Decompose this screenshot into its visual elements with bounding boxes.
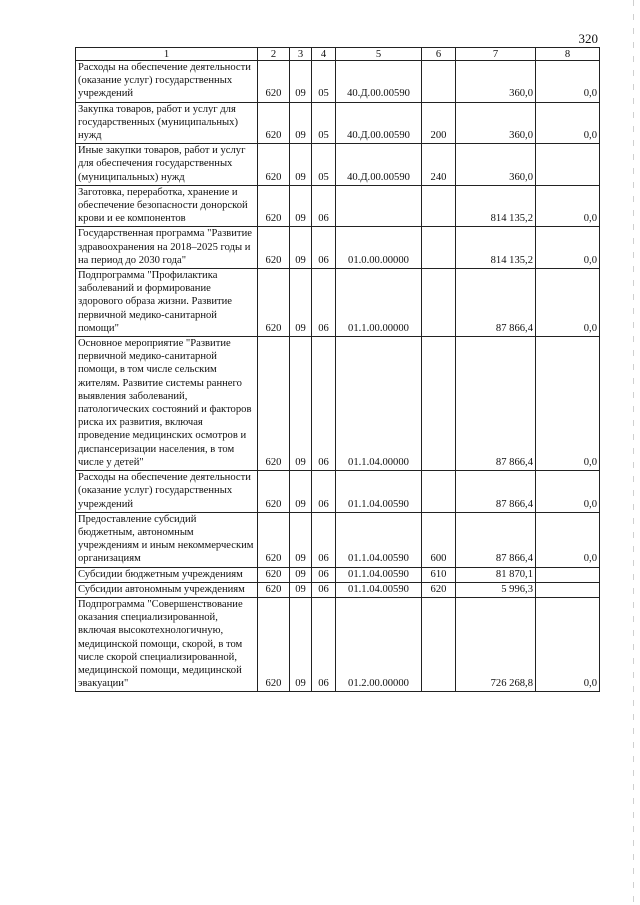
cell-subsection-code: 05 [312,144,336,186]
cell-amount: 81 870,1 [456,567,536,582]
budget-table [75,47,600,692]
cell-subsection-code: 06 [312,269,336,337]
cell-subsection-code: 06 [312,597,336,691]
cell-expense-type [422,269,456,337]
cell-amount-2: 0,0 [536,337,600,471]
cell-section-code: 09 [290,512,312,567]
column-header: 7 [456,48,536,61]
cell-section-code: 09 [290,567,312,582]
cell-subsection-code: 06 [312,227,336,269]
cell-description: Расходы на обеспечение деятельности (оказание услуг) государственных учреждений [76,61,258,103]
cell-amount: 87 866,4 [456,337,536,471]
cell-subsection-code: 05 [312,61,336,103]
cell-ministry-code: 620 [258,337,290,471]
table-row [76,597,600,691]
scan-edge-artifact [633,0,634,905]
table-row [76,227,600,269]
header-row [76,48,600,61]
cell-subsection-code: 05 [312,102,336,144]
column-header: 3 [290,48,312,61]
table-row [76,102,600,144]
cell-subsection-code: 06 [312,471,336,513]
cell-target-article: 40.Д.00.00590 [336,144,422,186]
cell-expense-type [422,337,456,471]
cell-target-article: 01.1.04.00590 [336,582,422,597]
cell-amount-2: 0,0 [536,102,600,144]
table-row [76,582,600,597]
column-header: 5 [336,48,422,61]
cell-description: Субсидии бюджетным учреждениям [76,567,258,582]
cell-expense-type [422,61,456,103]
cell-ministry-code: 620 [258,512,290,567]
cell-ministry-code: 620 [258,567,290,582]
cell-description: Государственная программа "Развитие здравоохранения на 2018–2025 годы и на период до 2030 года" [76,227,258,269]
cell-ministry-code: 620 [258,185,290,227]
cell-amount-2 [536,582,600,597]
cell-description: Субсидии автономным учреждениям [76,582,258,597]
column-header: 8 [536,48,600,61]
table-row [76,61,600,103]
cell-ministry-code: 620 [258,597,290,691]
cell-amount-2: 0,0 [536,61,600,103]
cell-target-article: 01.1.04.00590 [336,471,422,513]
cell-target-article: 01.2.00.00000 [336,597,422,691]
cell-expense-type [422,471,456,513]
page-number: 320 [578,31,598,46]
cell-expense-type [422,227,456,269]
cell-subsection-code: 06 [312,582,336,597]
table-row [76,269,600,337]
table-row [76,185,600,227]
cell-section-code: 09 [290,227,312,269]
cell-amount: 360,0 [456,102,536,144]
table-row [76,512,600,567]
cell-ministry-code: 620 [258,144,290,186]
cell-ministry-code: 620 [258,471,290,513]
cell-ministry-code: 620 [258,102,290,144]
cell-target-article: 01.1.04.00590 [336,512,422,567]
column-header: 1 [76,48,258,61]
cell-subsection-code: 06 [312,567,336,582]
cell-description: Основное мероприятие "Развитие первичной медико-санитарной помощи, в том числе сельским жителям. Развитие системы раннего выявления заболеваний, патологических состояний и факторов риска их развития, включая проведение медицинских осмотров и диспансеризации населения, в том числе у детей" [76,337,258,471]
cell-section-code: 09 [290,144,312,186]
cell-amount-2 [536,144,600,186]
cell-target-article: 01.1.04.00590 [336,567,422,582]
cell-expense-type: 200 [422,102,456,144]
table-row [76,337,600,471]
cell-target-article: 01.1.04.00000 [336,337,422,471]
cell-amount: 726 268,8 [456,597,536,691]
cell-target-article: 40.Д.00.00590 [336,102,422,144]
cell-description: Подпрограмма "Профилактика заболеваний и формирование здорового образа жизни. Развитие первичной медико-санитарной помощи" [76,269,258,337]
cell-amount-2: 0,0 [536,597,600,691]
cell-ministry-code: 620 [258,227,290,269]
cell-description: Иные закупки товаров, работ и услуг для обеспечения государственных (муниципальных) нужд [76,144,258,186]
cell-section-code: 09 [290,185,312,227]
cell-section-code: 09 [290,102,312,144]
cell-expense-type: 600 [422,512,456,567]
cell-expense-type: 240 [422,144,456,186]
cell-ministry-code: 620 [258,582,290,597]
cell-amount-2: 0,0 [536,227,600,269]
table-row [76,567,600,582]
cell-target-article: 40.Д.00.00590 [336,61,422,103]
cell-amount-2: 0,0 [536,471,600,513]
cell-expense-type [422,597,456,691]
cell-expense-type [422,185,456,227]
table-row [76,471,600,513]
cell-description: Подпрограмма "Совершенствование оказания специализированной, включая высокотехнологичную, медицинской помощи, скорой, в том числе скорой специализированной, медицинской помощи, медицинской эвакуации" [76,597,258,691]
cell-description: Расходы на обеспечение деятельности (оказание услуг) государственных учреждений [76,471,258,513]
cell-expense-type: 610 [422,567,456,582]
cell-description: Закупка товаров, работ и услуг для государственных (муниципальных) нужд [76,102,258,144]
cell-target-article [336,185,422,227]
column-header: 2 [258,48,290,61]
table-body [76,61,600,692]
cell-ministry-code: 620 [258,61,290,103]
cell-amount: 814 135,2 [456,185,536,227]
cell-section-code: 09 [290,597,312,691]
cell-ministry-code: 620 [258,269,290,337]
cell-target-article: 01.1.00.00000 [336,269,422,337]
column-header: 6 [422,48,456,61]
cell-amount: 814 135,2 [456,227,536,269]
cell-amount: 87 866,4 [456,471,536,513]
cell-section-code: 09 [290,471,312,513]
cell-subsection-code: 06 [312,337,336,471]
cell-amount: 87 866,4 [456,269,536,337]
cell-description: Предоставление субсидий бюджетным, автономным учреждениям и иным некоммерческим организациям [76,512,258,567]
cell-subsection-code: 06 [312,185,336,227]
table-row [76,144,600,186]
cell-amount-2: 0,0 [536,269,600,337]
cell-amount: 5 996,3 [456,582,536,597]
cell-section-code: 09 [290,269,312,337]
cell-amount: 360,0 [456,61,536,103]
cell-amount: 87 866,4 [456,512,536,567]
cell-section-code: 09 [290,582,312,597]
cell-amount-2 [536,567,600,582]
cell-amount-2: 0,0 [536,512,600,567]
cell-section-code: 09 [290,337,312,471]
cell-amount-2: 0,0 [536,185,600,227]
cell-target-article: 01.0.00.00000 [336,227,422,269]
cell-description: Заготовка, переработка, хранение и обеспечение безопасности донорской крови и ее компонентов [76,185,258,227]
column-header: 4 [312,48,336,61]
cell-amount: 360,0 [456,144,536,186]
cell-expense-type: 620 [422,582,456,597]
cell-section-code: 09 [290,61,312,103]
cell-subsection-code: 06 [312,512,336,567]
